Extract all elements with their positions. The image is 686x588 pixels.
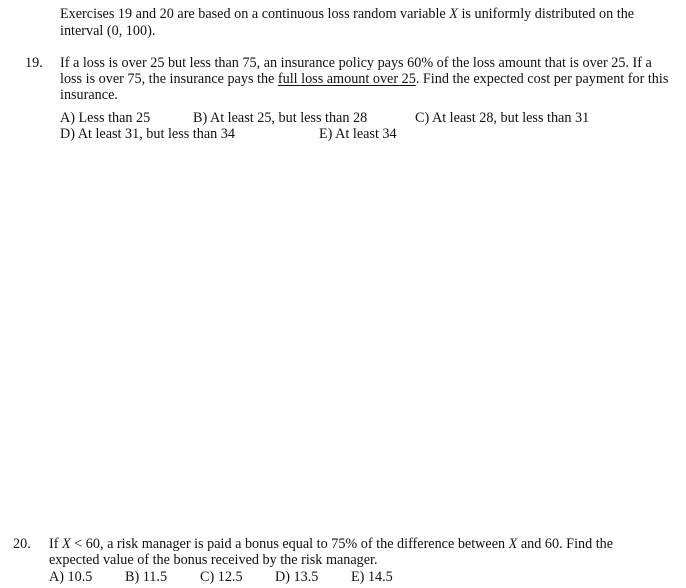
q19-number: 19. <box>25 55 43 71</box>
intro-interval: (0, 100) <box>106 23 152 39</box>
q19-choice-d: D) At least 31, but less than 34 <box>60 126 235 142</box>
q20-line-1-mid: , a risk manager is paid a bonus equal to 75% of the difference between <box>99 536 509 552</box>
intro-variable-x: X <box>449 6 458 22</box>
q20-choice-c: C) 12.5 <box>200 569 243 585</box>
q19-choice-c: C) At least 28, but less than 31 <box>415 110 590 126</box>
q20-number: 20. <box>13 536 31 552</box>
q19-underlined-phrase: full loss amount over 25 <box>277 71 416 87</box>
q20-variable-x-2: X <box>508 536 518 552</box>
q20-choice-e: E) 14.5 <box>351 569 393 585</box>
q20-line-2: expected value of the bonus received by the risk manager. <box>49 552 378 568</box>
q19-choice-a: A) Less than 25 <box>60 110 151 126</box>
q20-line-1 <box>49 536 613 553</box>
intro-line-2 <box>60 23 155 40</box>
q20-choice-d: D) 13.5 <box>275 569 319 585</box>
q19-line-2 <box>60 71 668 88</box>
q20-choice-b: B) 11.5 <box>125 569 168 585</box>
q19-choice-b: B) At least 25, but less than 28 <box>193 110 368 126</box>
q20-if: If <box>49 536 62 552</box>
q20-threshold: 60 <box>85 536 100 552</box>
intro-line-1 <box>60 6 634 23</box>
q20-choice-a: A) 10.5 <box>49 569 93 585</box>
intro-line-2-before: interval <box>60 23 107 39</box>
q20-line-1-end: and 60. Find the <box>517 536 614 552</box>
intro-line-2-after: . <box>151 23 156 39</box>
q20-less-than: < <box>70 536 86 552</box>
q19-line-1: If a loss is over 25 but less than 75, an insurance policy pays 60% of the loss amount that is over 25. If a <box>60 55 652 71</box>
intro-line-1-after: is uniformly distributed on the <box>457 6 635 22</box>
q19-line-3: insurance. <box>60 87 118 103</box>
q19-line-2-before: loss is over 75, the insurance pays the <box>60 71 278 87</box>
q20-variable-x: X <box>62 536 71 552</box>
q19-choice-e: E) At least 34 <box>319 126 397 142</box>
intro-line-1-before: Exercises 19 and 20 are based on a continuous loss random variable <box>60 6 450 22</box>
q19-line-2-after: . Find the expected cost per payment for this <box>415 71 669 87</box>
